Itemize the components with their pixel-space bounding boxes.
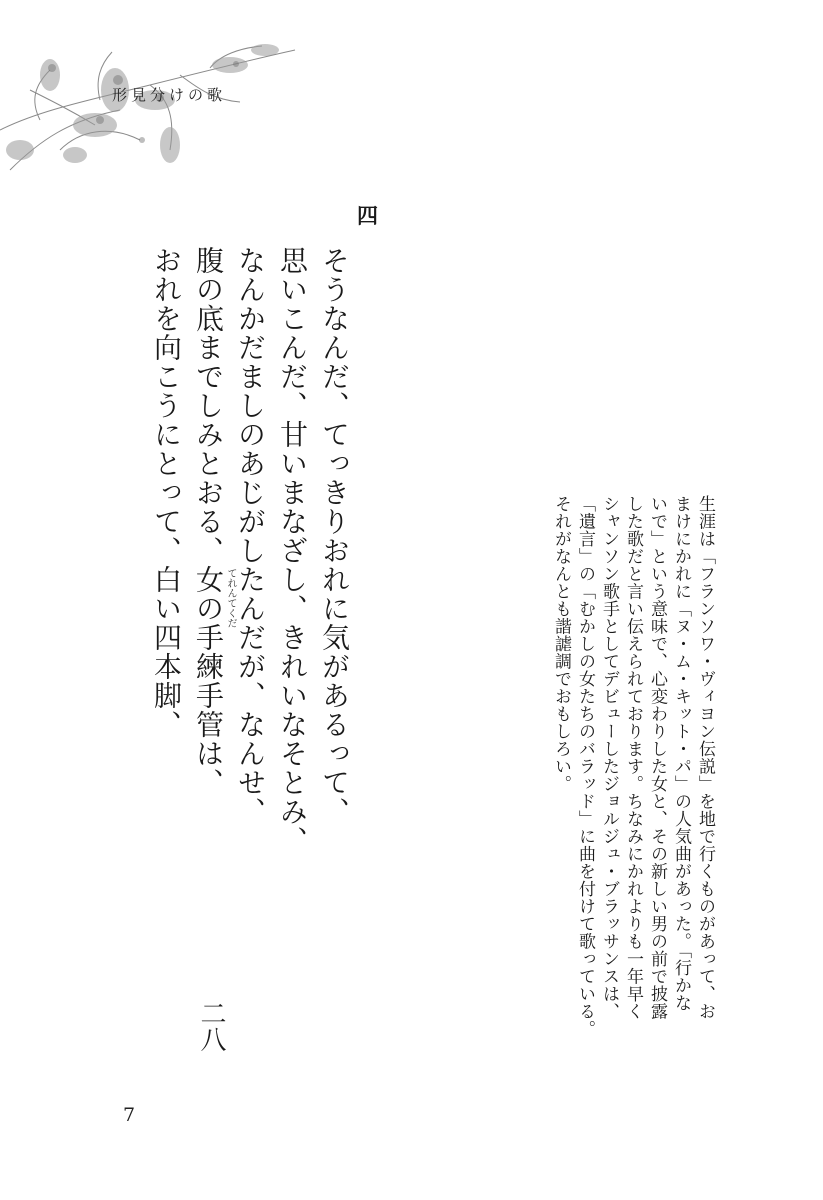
verse-line: 思いこんだ、甘いまなざし、きれいなそとみ、: [276, 246, 309, 855]
running-header-title: 形見分けの歌: [112, 86, 227, 104]
commentary-line: いで」という意味で、心変わりした女と、その新しい男の前で披露: [647, 495, 667, 1020]
section-number: 四: [357, 203, 378, 228]
verse-line: 腹の底までしみとおる、女の手練手管は、: [192, 246, 225, 797]
commentary-line: 生涯は「フランソワ・ヴィヨン伝説」を地で行くものがあって、お: [695, 495, 715, 1020]
verse-line: なんかだましのあじがしたんだが、なんせ、: [234, 246, 267, 826]
commentary-line: シャンソン歌手としてデビューしたジョルジュ・ブラッサンスは、: [599, 495, 619, 1020]
ruby-annotation: てれんてくだ: [225, 568, 236, 628]
commentary-line: それがなんとも諧謔調でおもしろい。: [551, 495, 571, 793]
verse-block: [150, 246, 351, 855]
commentary-line: まけにかれに「ヌ・ム・キット・パ」の人気曲があった。「行かな: [671, 495, 691, 1012]
poem-number: 二八: [196, 1000, 226, 1052]
page-number: 7: [123, 1104, 136, 1126]
commentary-line: した歌だと言い伝えられております。ちなみにかれよりも一年早く: [623, 495, 643, 1020]
commentary-line: 「遺言」の「むかしの女たちのバラッド」に曲を付けて歌っている。: [575, 495, 595, 1038]
verse-line: おれを向こうにとって、白い四本脚、: [150, 246, 183, 739]
commentary-block: [520, 495, 715, 1095]
botanical-illustration: [0, 30, 300, 180]
verse-line: そうなんだ、てっきりおれに気があるって、: [318, 246, 351, 826]
